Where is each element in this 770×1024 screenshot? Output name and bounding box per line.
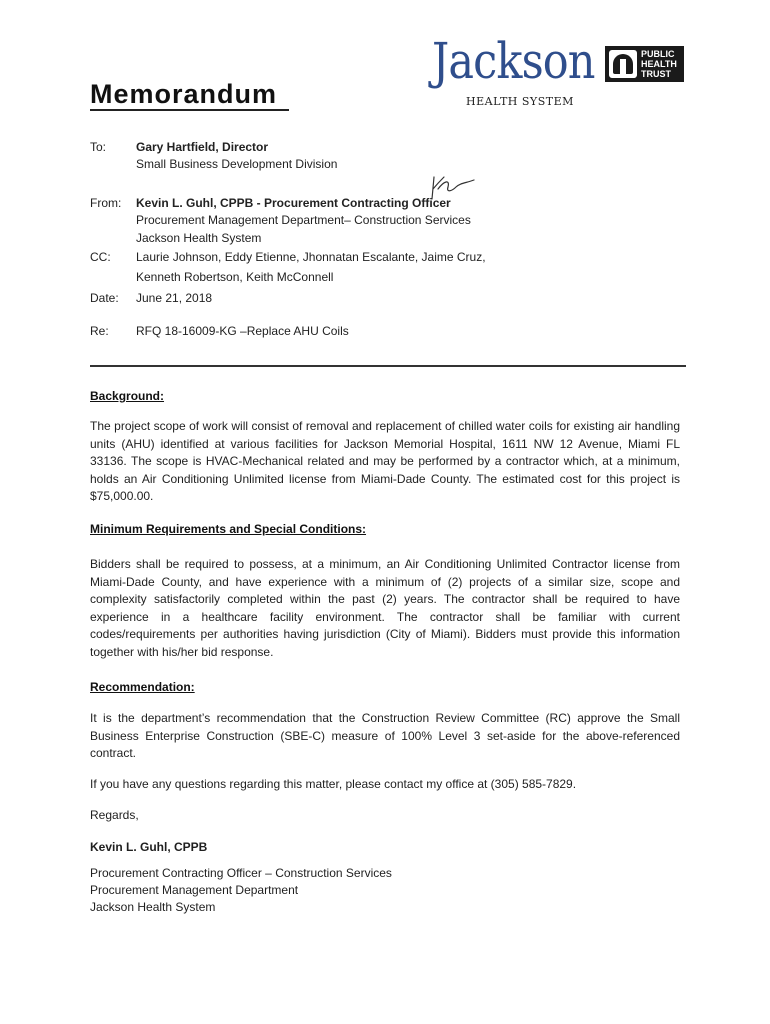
background-heading: Background: [90, 389, 165, 403]
title-underline [90, 109, 289, 111]
cc-label: CC: [90, 250, 111, 264]
to-division: Small Business Development Division [136, 157, 338, 171]
signer-name: Kevin L. Guhl, CPPB [90, 840, 208, 854]
cc-line-1: Laurie Johnson, Eddy Etienne, Jhonnatan Escalante, Jaime Cruz, [136, 250, 486, 264]
badge-line: PUBLIC [641, 49, 675, 59]
public-health-trust-badge [605, 46, 684, 82]
from-department: Procurement Management Department– Construction Services [136, 213, 471, 227]
signer-department: Procurement Management Department [90, 883, 299, 897]
handwritten-signature [428, 173, 476, 203]
header-divider [90, 365, 686, 367]
requirements-paragraph: Bidders shall be required to possess, at a minimum, an Air Conditioning Unlimited Contractor license from Miami-Dade County, and have experience with a minimum of (2) projects of a similar size, scope and complexity satisfactorily completed within the past (2) years. The contractor shall be required to have experience in a healthcare facility environment. The contractor shall be familiar with current codes/requirements per authorities having jurisdiction (City of Miami). Bidders must provide this information together with his/her bid response. [90, 557, 680, 659]
signer-organization: Jackson Health System [90, 900, 216, 914]
signer-title: Procurement Contracting Officer – Construction Services [90, 866, 392, 880]
trust-emblem-icon [609, 50, 637, 78]
logo-wordmark: Jackson [432, 32, 595, 90]
background-paragraph: The project scope of work will consist of removal and replacement of chilled water coils for existing air handling units (AHU) identified at various facilities for Jackson Memorial Hospital, 1611 NW 12 Avenue, Miami FL 33136. The scope is HVAC-Mechanical related and may be performed by a contractor which, at a minimum, holds an Air Conditioning Unlimited license from Miami-Dade County. The estimated cost for this project is $75,000.00. [90, 419, 680, 503]
to-name: Gary Hartfield, Director [136, 140, 269, 154]
recommendation-heading: Recommendation: [90, 680, 195, 694]
closing-line: Regards, [90, 808, 139, 822]
memo-title: Memorandum [90, 79, 278, 109]
badge-line: HEALTH [641, 59, 677, 69]
badge-line: TRUST [641, 69, 671, 79]
from-name: Kevin L. Guhl, CPPB - Procurement Contracting Officer [136, 196, 451, 210]
badge-text [641, 49, 677, 79]
date-value: June 21, 2018 [136, 291, 213, 305]
re-label: Re: [90, 324, 109, 338]
jackson-logo [432, 32, 690, 112]
re-subject: RFQ 18-16009-KG –Replace AHU Coils [136, 324, 349, 338]
date-label: Date: [90, 291, 119, 305]
from-label: From: [90, 196, 122, 210]
recommendation-paragraph: It is the department’s recommendation that the Construction Review Committee (RC) approve the Small Business Enterprise Construction (SBE-C) measure of 100% Level 3 set-aside for the above-referenced contract. [90, 711, 680, 760]
from-organization: Jackson Health System [136, 231, 262, 245]
to-label: To: [90, 140, 107, 154]
cc-line-2: Kenneth Robertson, Keith McConnell [136, 270, 334, 284]
questions-line: If you have any questions regarding this matter, please contact my office at (305) 585-7829. [90, 777, 577, 791]
logo-subtitle: HEALTH SYSTEM [466, 95, 574, 108]
requirements-heading: Minimum Requirements and Special Conditions: [90, 522, 367, 536]
